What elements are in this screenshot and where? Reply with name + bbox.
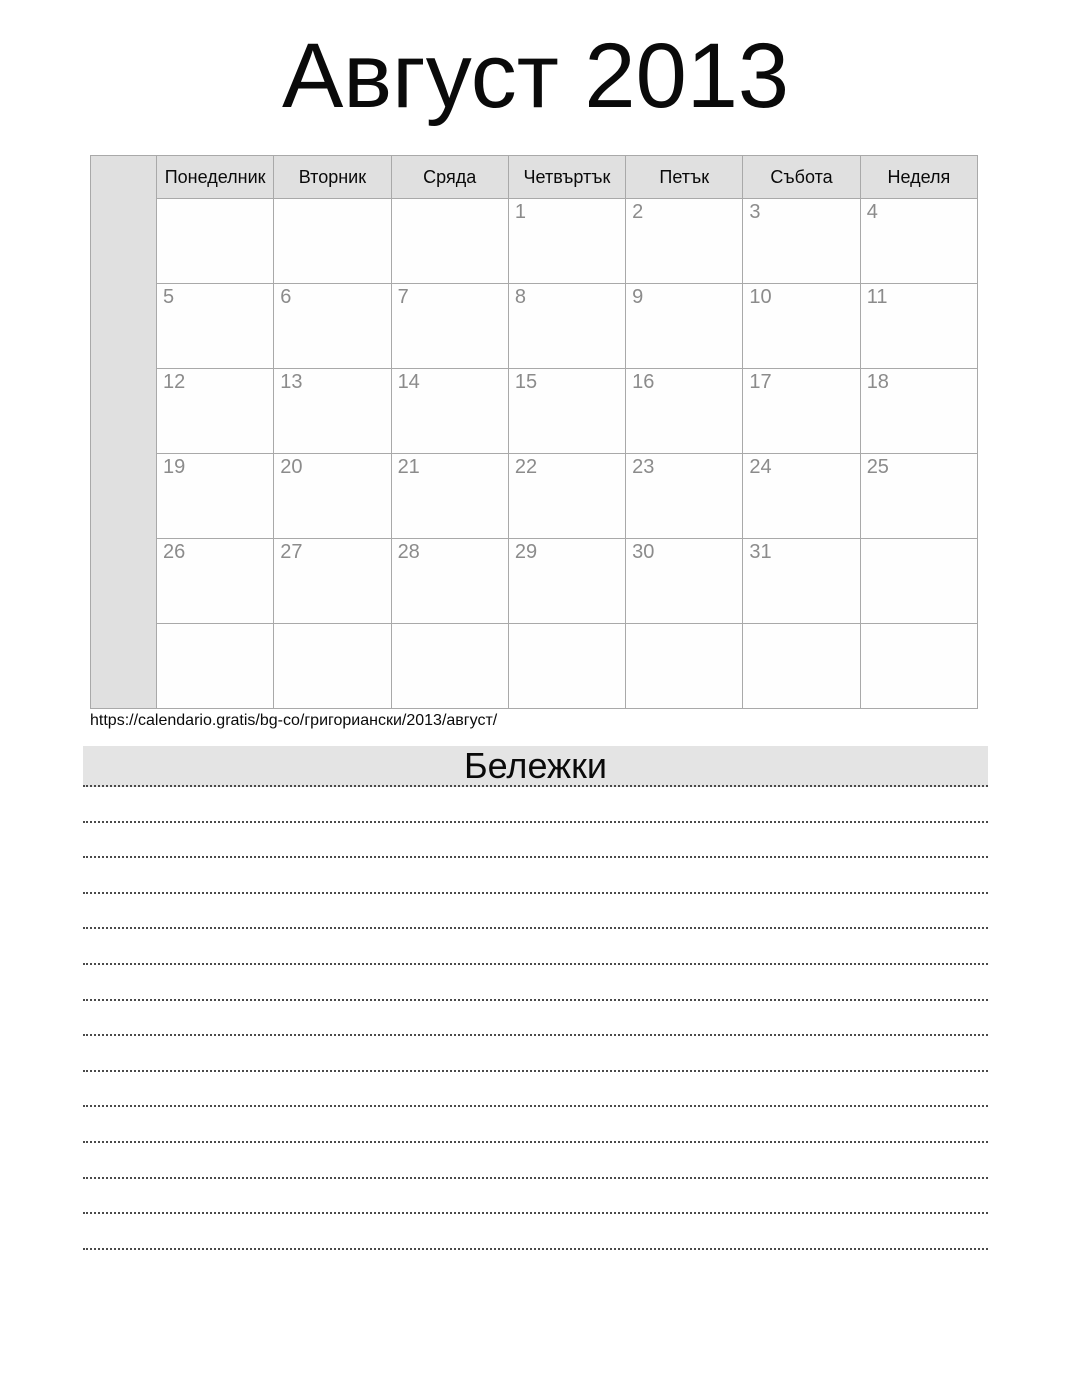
day-cell (743, 624, 860, 709)
day-cell: 5 (157, 284, 274, 369)
day-cell: 6 (274, 284, 391, 369)
day-cell: 31 (743, 539, 860, 624)
day-cell: 28 (391, 539, 508, 624)
weekday-thursday: Четвъртък (508, 156, 625, 199)
day-cell: 29 (508, 539, 625, 624)
day-cell: 12 (157, 369, 274, 454)
note-line (83, 1143, 988, 1179)
day-cell: 26 (157, 539, 274, 624)
notes-title: Бележки (463, 744, 607, 786)
day-cell: 30 (626, 539, 743, 624)
day-cell: 2 (626, 199, 743, 284)
day-cell: 20 (274, 454, 391, 539)
day-cell: 4 (860, 199, 977, 284)
note-line (83, 1001, 988, 1037)
day-cell: 17 (743, 369, 860, 454)
note-line (83, 823, 988, 859)
week-row (91, 539, 978, 624)
day-cell: 3 (743, 199, 860, 284)
page-title: Август 2013 (281, 25, 790, 127)
day-cell (274, 199, 391, 284)
notes-lines (83, 787, 988, 1250)
day-cell: 16 (626, 369, 743, 454)
note-line (83, 1036, 988, 1072)
day-cell: 19 (157, 454, 274, 539)
day-cell: 9 (626, 284, 743, 369)
day-cell: 21 (391, 454, 508, 539)
note-line (83, 1179, 988, 1215)
day-cell: 25 (860, 454, 977, 539)
weekday-friday: Петък (626, 156, 743, 199)
weekday-saturday: Събота (743, 156, 860, 199)
calendar (90, 155, 978, 709)
week-row (91, 369, 978, 454)
notes-header (83, 746, 988, 787)
day-cell: 10 (743, 284, 860, 369)
day-cell: 18 (860, 369, 977, 454)
day-cell (157, 624, 274, 709)
weekday-sunday: Неделя (860, 156, 977, 199)
day-cell: 13 (274, 369, 391, 454)
day-cell: 11 (860, 284, 977, 369)
day-cell: 15 (508, 369, 625, 454)
note-line (83, 1107, 988, 1143)
day-cell: 24 (743, 454, 860, 539)
week-row (91, 624, 978, 709)
weekday-tuesday: Вторник (274, 156, 391, 199)
note-line (83, 858, 988, 894)
note-line (83, 1072, 988, 1108)
weekday-monday: Понеделник (157, 156, 274, 199)
day-cell: 23 (626, 454, 743, 539)
day-cell: 1 (508, 199, 625, 284)
day-cell (508, 624, 625, 709)
day-cell: 14 (391, 369, 508, 454)
day-cell: 22 (508, 454, 625, 539)
day-cell (626, 624, 743, 709)
note-line (83, 1214, 988, 1250)
day-cell: 8 (508, 284, 625, 369)
calendar-table (90, 155, 978, 709)
note-line (83, 965, 988, 1001)
week-row (91, 199, 978, 284)
note-line (83, 894, 988, 930)
note-line (83, 929, 988, 965)
note-line (83, 787, 988, 823)
weekday-header-row (91, 156, 978, 199)
calendar-gutter (91, 156, 157, 709)
week-row (91, 454, 978, 539)
weekday-wednesday: Сряда (391, 156, 508, 199)
week-row (91, 284, 978, 369)
day-cell (391, 624, 508, 709)
day-cell: 27 (274, 539, 391, 624)
day-cell (274, 624, 391, 709)
day-cell (157, 199, 274, 284)
day-cell (860, 624, 977, 709)
source-url: https://calendario.gratis/bg-co/григориански/2013/август/ (90, 712, 498, 729)
day-cell (391, 199, 508, 284)
day-cell: 7 (391, 284, 508, 369)
day-cell (860, 539, 977, 624)
